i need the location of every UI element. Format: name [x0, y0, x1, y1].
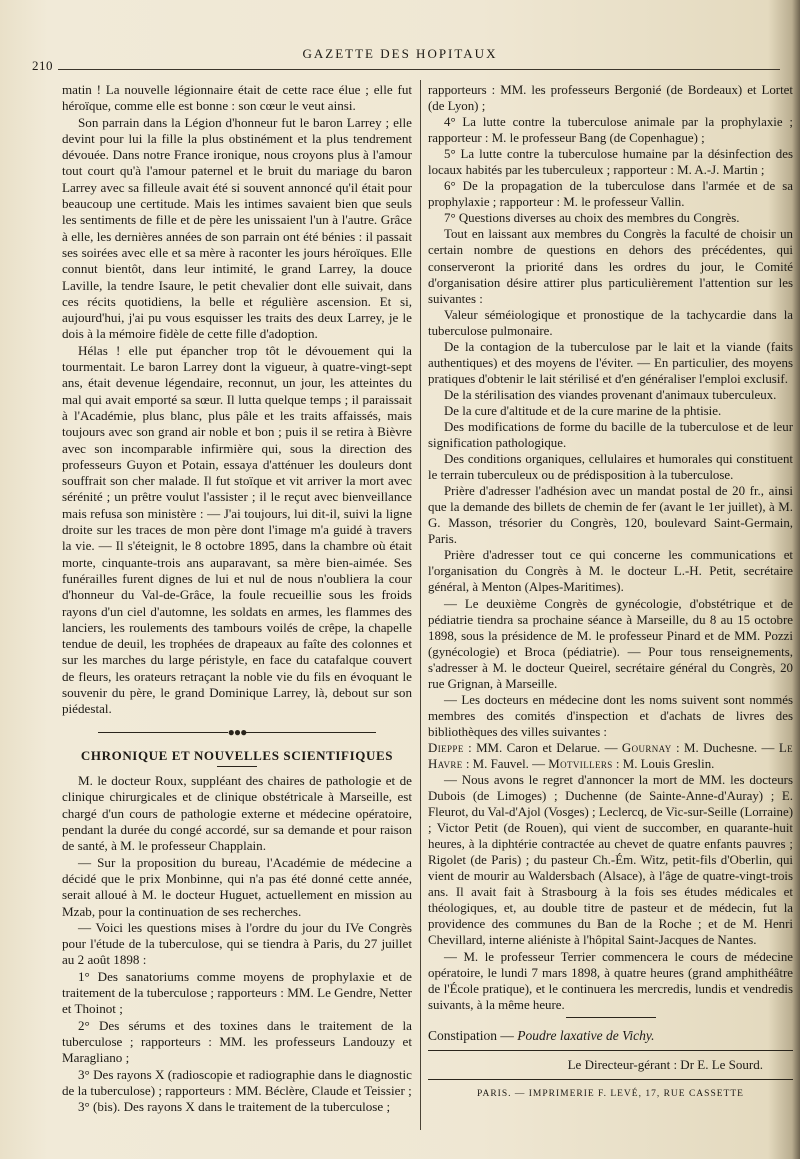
advertisement — [428, 1028, 793, 1044]
news-item: — Voici les questions mises à l'ordre du jour du IVe Congrès pour l'étude de la tuberculose, qui se tiendra à Paris, du 27 juillet au 2 août 1898 : — [62, 919, 412, 968]
town-name: Motvillers — [548, 756, 613, 771]
divider — [566, 1017, 656, 1018]
paragraph: De la stérilisation des viandes provenant d'animaux tuberculeux. — [444, 387, 777, 402]
town-name: Gournay — [621, 740, 672, 755]
right-column — [428, 82, 793, 1102]
news-item: — Sur la proposition du bureau, l'Académie de médecine a décidé que le prix Monbinne, qui n'a pas été donné cette année, serait alloué à M. le docteur Huguet, actuellement en mission au Mzab, pour la continuation de ses recherches. — [62, 854, 412, 919]
paragraph: matin ! La nouvelle légionnaire était de cette race élue ; elle fut héroïque, comme elle est bonne : son cœur le veut ainsi. — [62, 82, 412, 114]
column-divider — [420, 80, 421, 1130]
paragraph: Tout en laissant aux membres du Congrès la faculté de choisir un certain nombre de questions en dehors des précédentes, qui conserveront la priorité dans les ordres du jour, le Comité d'organisation désire attirer plus particulièrement l'attention sur les suivantes : — [428, 227, 793, 306]
advert-product: Poudre laxative de Vichy. — [517, 1027, 655, 1043]
ornament-divider: ●●● — [62, 724, 412, 740]
news-item: — Le deuxième Congrès de gynécologie, d'obstétrique et de pédiatrie tiendra sa prochaine séance à Marseille, du 8 au 15 octobre 1898, sous la présidence de M. le professeur Pinard et de MM. Pozzi (gynécologie) et Broca (pédiatrie). — Pour tous renseignements, s'adresser à M. le docteur Queirel, secrétaire général du Congrès, 20 rue Grignan, à Marseille. — [428, 596, 793, 691]
divider — [428, 1079, 793, 1080]
paragraph: Prière d'adresser tout ce qui concerne les communications et l'organisation du Congrès à M. le docteur L.-H. Petit, secrétaire général, à Menton (Alpes-Maritimes). — [428, 548, 793, 595]
paragraph: Valeur séméiologique et pronostique de la tachycardie dans la tuberculose pulmonaire. — [428, 307, 793, 338]
title-rule — [217, 766, 257, 767]
list-item: 2° Des sérums et des toxines dans le traitement de la tuberculose ; rapporteurs : MM. les professeurs Landouzy et Maragliano ; — [62, 1017, 412, 1066]
town-members: : M. Louis Greslin. — [612, 756, 715, 771]
list-item: 3° (bis). Des rayons X dans le traitement de la tuberculose ; — [78, 1099, 391, 1115]
town-name: Dieppe — [428, 740, 464, 755]
page-number: 210 — [32, 58, 53, 73]
advert-dash: — — [497, 1027, 518, 1043]
town-members: : M. Fauvel. — — [462, 756, 549, 771]
running-title: GAZETTE DES HOPITAUX — [302, 46, 498, 61]
advert-label: Constipation — [428, 1027, 498, 1043]
list-item: 5° La lutte contre la tuberculose humaine par la désinfection des locaux habités par les tuberculeux ; rapporteur : M. A.-J. Martin ; — [428, 147, 793, 178]
printer-imprint: PARIS. — IMPRIMERIE F. LEVÉ, 17, RUE CASSETTE — [477, 1088, 744, 1099]
list-item: 4° La lutte contre la tuberculose animale par la prophylaxie ; rapporteur : M. le professeur Bang (de Copenhague) ; — [428, 115, 793, 146]
news-item: M. le docteur Roux, suppléant des chaires de pathologie et de clinique chirurgicales et de clinique obstétricale à Marseille, est chargé d'un cours de pathologie externe et médecine opératoire, pendant la durée du congé accordé, sur sa demande et pour raison de santé, à M. le professeur Chapplain. — [62, 773, 412, 854]
town-name: Le Havre — [428, 740, 793, 771]
news-item: — Nous avons le regret d'annoncer la mort de MM. les docteurs Dubois (de Limoges) ; Duchenne (de Sainte-Anne-d'Auray) ; E. Fleurot, du Val-d'Ajol (Vosges) ; Leclercq, de Vic-sur-Seille (Lorraine) ; Victor Petit (de Rouen), qui vient de succomber, en quarante-huit heures, à la diphtérie contractée au chevet de quatre enfants pauvres ; Rigolet (de Paris) ; du pasteur Ch.-Ém. Witz, petit-fils d'Oberlin, qui vient de mourir au Waldersbach (Alsace), à l'âge de quatre-vingt-trois ans. Il avait fait à Strasbourg à la fois ses études médicales et théologiques, et, au double titre de pasteur et de médecin, fut la providence des communes du Ban de la Roche ; et de M. Henri Chevillard, interne aliéniste à l'hôpital Saint-Jacques de Nantes. — [428, 773, 793, 948]
list-item: 1° Des sanatoriums comme moyens de prophylaxie et de traitement de la tuberculose ; rapporteurs : MM. Le Gendre, Netter et Thoinot ; — [62, 968, 412, 1017]
list-item: 7° Questions diverses au choix des membres du Congrès. — [444, 211, 740, 226]
town-list — [428, 740, 793, 772]
paragraph: De la cure d'altitude et de la cure marine de la phtisie. — [444, 403, 722, 418]
news-item: — M. le professeur Terrier commencera le cours de médecine opératoire, le lundi 7 mars 1898, à quatre heures (grand amphithéâtre de l'École pratique), et le continuera les mercredis, lundis et vendredis suivants, à la même heure. — [428, 949, 793, 1012]
paragraph: Des conditions organiques, cellulaires et humorales qui constituent le terrain tuberculeux ou de prédisposition à la tuberculose. — [428, 452, 793, 483]
divider — [428, 1050, 793, 1051]
list-item: rapporteurs : MM. les professeurs Bergonié (de Bordeaux) et Lortet (de Lyon) ; — [428, 83, 793, 114]
paragraph: Hélas ! elle put épancher trop tôt le dévouement qui la tourmentait. Le baron Larrey dont la vigueur, à quatre-vingt-sept ans, était devenue légendaire, reconnut, un jour, les atteintes du mal qui avait emporté sa sœur. Il lutta quelque temps ; il paraissait à l'Académie, plus blanc, plus pâle et les traits affaissés, mais toujours avec son grand air noble et bon ; puis il se retira à Bièvre avec son incomparable infirmière qui, sous la direction des professeurs Guyon et Potain, essaya d'atténuer les douleurs dont souffrait son cher malade. Il fut stoïque et vit arriver la mort avec sérénité ; un prêtre voulut l'assister ; il le reçut avec bienveillance mais refusa son ministère : — J'ai toujours, lui dit-il, suivi la ligne droite sur les traces de mon père dont l'image m'a guidé à travers la vie. — Il s'éteignit, le 8 octobre 1895, dans la chambre où était morte, cinquante-trois ans auparavant, sa mère bien-aimée. Ses funérailles furent dignes de lui et nul de nous n'oubliera la cour d'honneur du Val-de-Grâce, la foule recueillie sous les froids rayons d'un ciel d'automne, les soldats en armes, les flammes des lanciers, les roulements des tambours voilés de crêpe, la chapelle tendue de deuil, les trophées de drapeaux au faîte des colonnes et sur les marches du large péristyle, en face du catafalque couvert de fleurs, les orateurs retraçant la noble vie du fils en évoquant le souvenir du père, le grand Dominique Larrey, là, debout sur son piédestal. — [62, 342, 412, 717]
section-title: CHRONIQUE ET NOUVELLES SCIENTIFIQUES — [80, 747, 394, 763]
header-rule — [58, 69, 780, 70]
list-item: 6° De la propagation de la tuberculose dans l'armée et de sa prophylaxie ; rapporteur : M. le professeur Vallin. — [428, 179, 793, 210]
left-column — [62, 82, 412, 1115]
paragraph: Son parrain dans la Légion d'honneur fut le baron Larrey ; elle devint pour lui la fille la plus obstinément et la plus tendrement dévouée. Dans notre France ironique, nous croyons plus à l'amour tout court qu'à l'amour paternel et le bruit du mariage du baron Larrey avec sa filleule avait été si souvent annoncé qu'il était pour beaucoup une certitude. Mais les intimes savaient bien que seuls les sentiments de fille et de père les unissaient l'un à l'autre. Grâce à elle, les dernières années de son parrain ont été bénies : il passait ses soirées avec elle et sa mère à raconter les jours héroïques. Elle connut bientôt, dans leur intimité, le grand Larrey, la douce Laville, la tendre Isaure, le petit chevalier dont elle suivait, dans ces récits quotidiens, la belle et régulière ascension. Et si, aujourd'hui, j'ai pu vous esquisser les traits des deux Larrey, je le dois à la mémoire fidèle de cette fille d'adoption. — [62, 114, 412, 342]
paragraph: Prière d'adresser l'adhésion avec un mandat postal de 20 fr., ainsi que la demande des billets de chemin de fer (avant le 1er juillet), à M. G. Masson, trésorier du Congrès, 120, boulevard Saint-Germain, Paris. — [428, 484, 793, 547]
list-item: 3° Des rayons X (radioscopie et radiographie dans le diagnostic de la tuberculose) ; rapporteurs : MM. Béclère, Claude et Teissier ; — [62, 1066, 412, 1098]
paragraph: Des modifications de forme du bacille de la tuberculose et de leur signification pathologique. — [428, 419, 793, 451]
paragraph: De la contagion de la tuberculose par le lait et la viande (faits authentiques) et des moyens de l'éviter. — En particulier, des moyens pratiques d'obtenir le lait stérilisé et d'en généraliser l'emploi exclusif. — [428, 339, 793, 386]
town-members: : M. Duchesne. — — [671, 740, 779, 755]
town-members: : MM. Caron et Delarue. — — [463, 740, 622, 755]
director-signature: Le Directeur-gérant : Dr E. Le Sourd. — [567, 1056, 763, 1072]
news-item: — Les docteurs en médecine dont les noms suivent sont nommés membres des comités d'inspection et d'achats de livres des bibliothèques des villes suivantes : — [428, 692, 793, 739]
